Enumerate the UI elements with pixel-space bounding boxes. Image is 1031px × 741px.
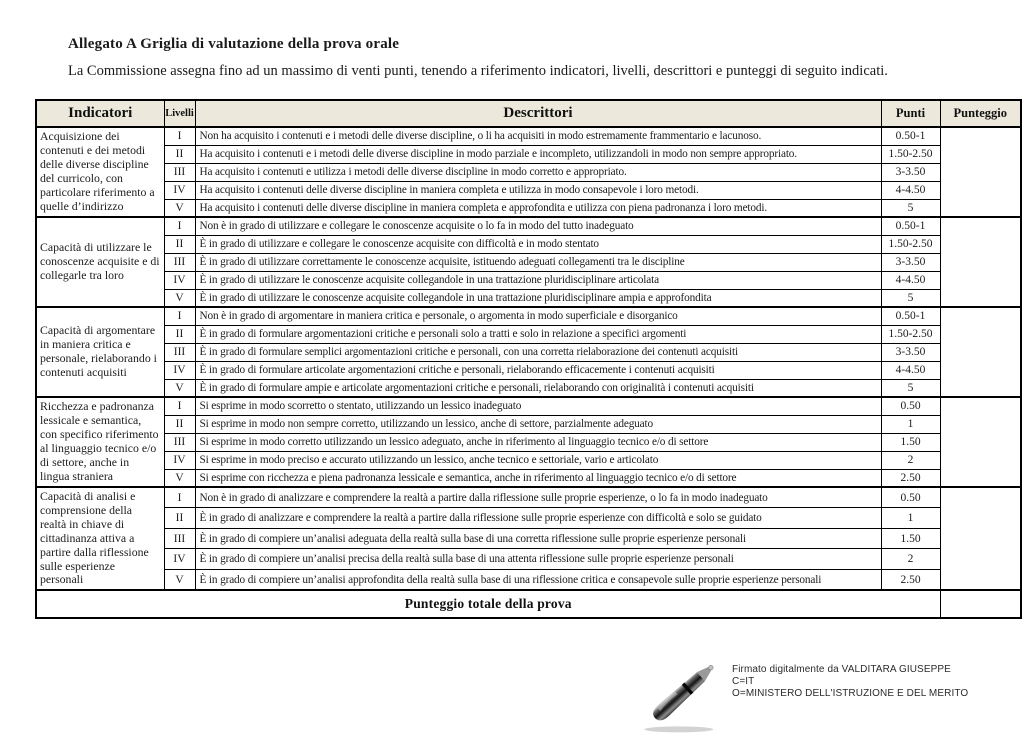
descriptor-cell: È in grado di analizzare e comprendere la realtà a partire dalla riflessione sulle proprie esperienze con difficoltà e solo se guidato	[195, 508, 881, 529]
level-row	[36, 181, 1021, 199]
points-cell: 2.50	[881, 469, 940, 487]
level-cell: V	[164, 379, 195, 397]
level-row	[36, 361, 1021, 379]
points-cell: 1.50-2.50	[881, 145, 940, 163]
descriptor-cell: Non è in grado di argomentare in maniera critica e personale, o argomenta in modo superficiale e disorganico	[195, 307, 881, 325]
level-row	[36, 199, 1021, 217]
level-row	[36, 433, 1021, 451]
level-row	[36, 325, 1021, 343]
header-descrittori: Descrittori	[195, 100, 881, 127]
points-cell: 0.50-1	[881, 217, 940, 235]
header-livelli: Livelli	[164, 100, 195, 127]
signature-line-2: C=IT	[732, 675, 755, 687]
points-cell: 0.50-1	[881, 307, 940, 325]
level-cell: I	[164, 127, 195, 145]
descriptor-cell: È in grado di compiere un’analisi precisa della realtà sulla base di una attenta riflessione sulle proprie esperienze personali	[195, 549, 881, 570]
header-punteggio: Punteggio	[940, 100, 1021, 127]
level-cell: IV	[164, 271, 195, 289]
descriptor-cell: Non ha acquisito i contenuti e i metodi delle diverse discipline, o li ha acquisiti in modo estremamente frammentario e lacunoso.	[195, 127, 881, 145]
descriptor-cell: Non è in grado di analizzare e comprendere la realtà a partire dalla riflessione sulle proprie esperienze, o lo fa in modo inadeguato	[195, 487, 881, 508]
descriptor-cell: Si esprime in modo non sempre corretto, utilizzando un lessico, anche di settore, parzialmente adeguato	[195, 415, 881, 433]
score-cell	[940, 397, 1021, 487]
level-row	[36, 415, 1021, 433]
level-cell: II	[164, 508, 195, 529]
level-cell: IV	[164, 181, 195, 199]
descriptor-cell: È in grado di formulare semplici argomentazioni critiche e personali, con una corretta rielaborazione dei contenuti acquisiti	[195, 343, 881, 361]
descriptor-cell: È in grado di compiere un’analisi approfondita della realtà sulla base di una riflessione critica e consapevole sulle proprie esperienze personali	[195, 570, 881, 591]
score-cell	[940, 127, 1021, 217]
points-cell: 1	[881, 508, 940, 529]
points-cell: 1.50	[881, 433, 940, 451]
points-cell: 3-3.50	[881, 343, 940, 361]
points-cell: 3-3.50	[881, 163, 940, 181]
points-cell: 0.50-1	[881, 127, 940, 145]
level-row	[36, 379, 1021, 397]
descriptor-cell: Ha acquisito i contenuti e i metodi delle diverse discipline in modo parziale e incompleto, utilizzandoli in modo non sempre appropriato.	[195, 145, 881, 163]
level-cell: I	[164, 487, 195, 508]
points-cell: 0.50	[881, 397, 940, 415]
descriptor-cell: È in grado di utilizzare correttamente le conoscenze acquisite, istituendo adeguati collegamenti tra le discipline	[195, 253, 881, 271]
level-row	[36, 487, 1021, 508]
digital-signature	[641, 649, 968, 741]
level-cell: I	[164, 217, 195, 235]
header-indicatori: Indicatori	[36, 100, 164, 127]
points-cell: 5	[881, 289, 940, 307]
descriptor-cell: Si esprime in modo corretto utilizzando un lessico adeguato, anche in riferimento al linguaggio tecnico e/o di settore	[195, 433, 881, 451]
level-cell: V	[164, 570, 195, 591]
level-row	[36, 163, 1021, 181]
level-row	[36, 145, 1021, 163]
indicator-cell: Capacità di argomentare in maniera critica e personale, rielaborando i contenuti acquisiti	[36, 307, 164, 397]
level-row	[36, 289, 1021, 307]
points-cell: 2.50	[881, 570, 940, 591]
total-label-cell: Punteggio totale della prova	[36, 590, 940, 618]
level-row	[36, 271, 1021, 289]
descriptor-cell: È in grado di formulare argomentazioni critiche e personali solo a tratti e solo in relazione a specifici argomenti	[195, 325, 881, 343]
level-cell: III	[164, 343, 195, 361]
grid-header-row	[36, 100, 1021, 127]
score-cell	[940, 487, 1021, 590]
descriptor-cell: È in grado di formulare articolate argomentazioni critiche e personali, rielaborando efficacemente i contenuti acquisiti	[195, 361, 881, 379]
level-cell: III	[164, 528, 195, 549]
level-row	[36, 127, 1021, 145]
level-row	[36, 343, 1021, 361]
points-cell: 2	[881, 549, 940, 570]
descriptor-cell: È in grado di utilizzare e collegare le conoscenze acquisite con difficoltà e in modo stentato	[195, 235, 881, 253]
page-subtitle: La Commissione assegna fino ad un massimo di venti punti, tenendo a riferimento indicatori, livelli, descrittori e punteggi di seguito indicati.	[68, 63, 888, 79]
points-cell: 5	[881, 199, 940, 217]
descriptor-cell: È in grado di compiere un’analisi adeguata della realtà sulla base di una corretta riflessione sulle proprie esperienze personali	[195, 528, 881, 549]
score-cell	[940, 217, 1021, 307]
evaluation-table	[35, 99, 1022, 619]
points-cell: 0.50	[881, 487, 940, 508]
points-cell: 4-4.50	[881, 181, 940, 199]
points-cell: 4-4.50	[881, 361, 940, 379]
total-score-cell	[940, 590, 1021, 618]
pen-icon	[641, 649, 727, 741]
level-row	[36, 253, 1021, 271]
level-cell: III	[164, 433, 195, 451]
signature-text	[732, 664, 968, 699]
level-row	[36, 235, 1021, 253]
level-row	[36, 528, 1021, 549]
header-punti: Punti	[881, 100, 940, 127]
level-row	[36, 508, 1021, 529]
points-cell: 1.50-2.50	[881, 325, 940, 343]
level-cell: II	[164, 415, 195, 433]
level-cell: I	[164, 397, 195, 415]
signature-line-1: Firmato digitalmente da VALDITARA GIUSEPPE	[732, 664, 951, 675]
level-row	[36, 307, 1021, 325]
level-row	[36, 549, 1021, 570]
total-row	[36, 590, 1021, 618]
indicator-cell: Acquisizione dei contenuti e dei metodi delle diverse discipline del curricolo, con particolare riferimento a quelle d’indirizzo	[36, 127, 164, 217]
indicator-cell: Capacità di utilizzare le conoscenze acquisite e di collegarle tra loro	[36, 217, 164, 307]
descriptor-cell: È in grado di utilizzare le conoscenze acquisite collegandole in una trattazione pluridisciplinare ampia e approfondita	[195, 289, 881, 307]
level-row	[36, 451, 1021, 469]
points-cell: 1.50-2.50	[881, 235, 940, 253]
level-row	[36, 469, 1021, 487]
level-cell: IV	[164, 549, 195, 570]
level-cell: V	[164, 289, 195, 307]
descriptor-cell: Ha acquisito i contenuti delle diverse discipline in maniera completa e utilizza in modo consapevole i loro metodi.	[195, 181, 881, 199]
points-cell: 4-4.50	[881, 271, 940, 289]
level-cell: V	[164, 199, 195, 217]
grid-body	[36, 127, 1021, 590]
points-cell: 3-3.50	[881, 253, 940, 271]
level-cell: III	[164, 163, 195, 181]
level-row	[36, 397, 1021, 415]
level-cell: II	[164, 145, 195, 163]
descriptor-cell: Si esprime in modo preciso e accurato utilizzando un lessico, anche tecnico e settoriale, vario e articolato	[195, 451, 881, 469]
indicator-cell: Ricchezza e padronanza lessicale e semantica, con specifico riferimento al linguaggio tecnico e/o di settore, anche in lingua straniera	[36, 397, 164, 487]
level-cell: III	[164, 253, 195, 271]
level-cell: V	[164, 469, 195, 487]
score-cell	[940, 307, 1021, 397]
indicator-cell: Capacità di analisi e comprensione della realtà in chiave di cittadinanza attiva a partire dalla riflessione sulle esperienze personali	[36, 487, 164, 590]
level-cell: IV	[164, 451, 195, 469]
descriptor-cell: Si esprime con ricchezza e piena padronanza lessicale e semantica, anche in riferimento al linguaggio tecnico e/o di settore	[195, 469, 881, 487]
level-cell: II	[164, 325, 195, 343]
points-cell: 2	[881, 451, 940, 469]
signature-line-3: O=MINISTERO DELL'ISTRUZIONE E DEL MERITO	[732, 687, 969, 699]
points-cell: 5	[881, 379, 940, 397]
descriptor-cell: È in grado di utilizzare le conoscenze acquisite collegandole in una trattazione pluridisciplinare articolata	[195, 271, 881, 289]
descriptor-cell: Non è in grado di utilizzare e collegare le conoscenze acquisite o lo fa in modo del tutto inadeguato	[195, 217, 881, 235]
descriptor-cell: Si esprime in modo scorretto o stentato, utilizzando un lessico inadeguato	[195, 397, 881, 415]
points-cell: 1	[881, 415, 940, 433]
descriptor-cell: Ha acquisito i contenuti e utilizza i metodi delle diverse discipline in modo corretto e appropriato.	[195, 163, 881, 181]
level-cell: II	[164, 235, 195, 253]
descriptor-cell: È in grado di formulare ampie e articolate argomentazioni critiche e personali, rielaborando con originalità i contenuti acquisiti	[195, 379, 881, 397]
level-cell: I	[164, 307, 195, 325]
descriptor-cell: Ha acquisito i contenuti delle diverse discipline in maniera completa e approfondita e utilizza con piena padronanza i loro metodi.	[195, 199, 881, 217]
points-cell: 1.50	[881, 528, 940, 549]
level-cell: IV	[164, 361, 195, 379]
page-title: Allegato A Griglia di valutazione della prova orale	[68, 36, 400, 52]
level-row	[36, 217, 1021, 235]
level-row	[36, 570, 1021, 591]
